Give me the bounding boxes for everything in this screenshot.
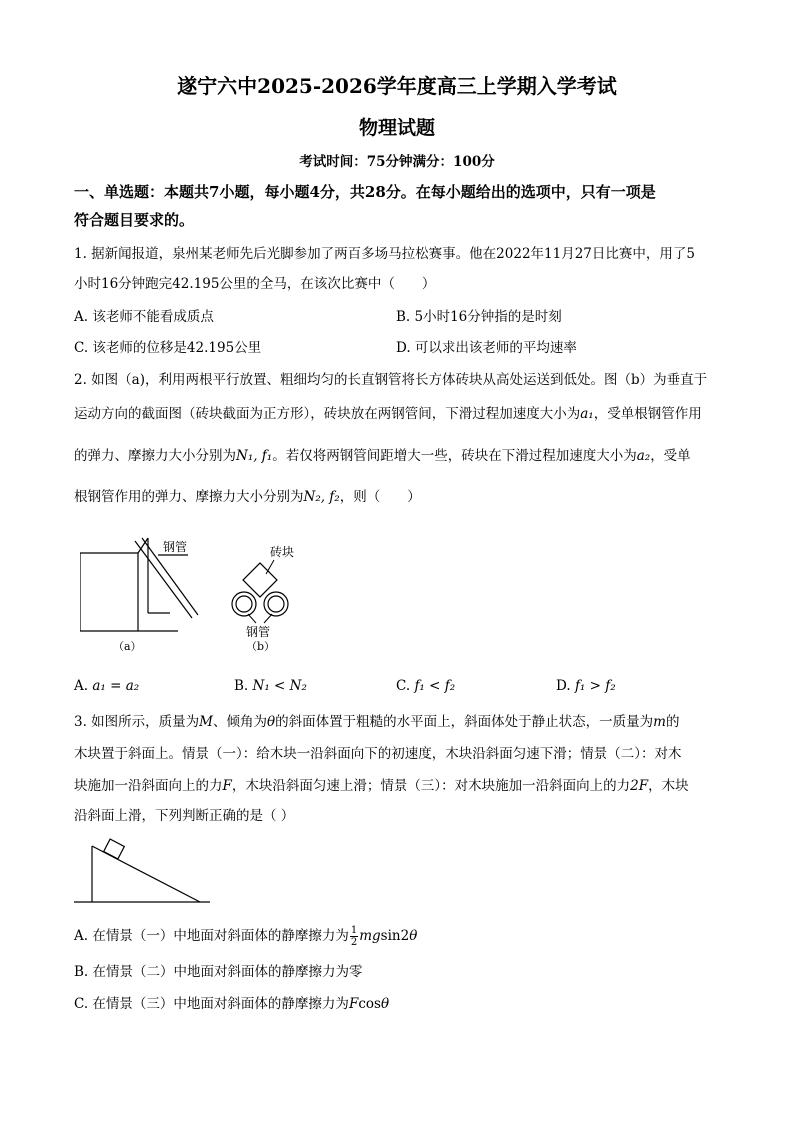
q1-option-c: C. 该老师的位移是42.195公里 [74,340,262,356]
q2-option-d [556,676,616,696]
q3-incline-figure [74,836,214,906]
figure-b-pipe-left-inner [236,596,252,612]
q2-symbol-n1f1: N₁, f₁ [236,448,273,464]
q3-option-c-text: C. 在情景（三）中地面对斜面体的静摩擦力为 [74,996,349,1012]
figure-b-brick-square [243,563,277,597]
q3-option-c-F: F [348,996,359,1012]
q2-stem-line4-a: 根钢管作用的弹力、摩擦力大小分别为 [74,489,304,505]
q3-symbol-F: F [222,778,232,794]
q3-line1-c: 的斜面体置于粗糙的水平面上，斜面体处于静止状态，一质量为 [275,714,654,730]
q3-stem-line1 [74,712,679,732]
q2-figure-a [80,533,205,658]
q3-stem-line3 [74,776,689,796]
subject-title: 物理试题 [358,117,435,139]
q3-line1-b: 、倾角为 [213,714,267,730]
q2-symbol-a2: a₂ [636,448,651,464]
q3-option-a-sin: sin2 [380,928,410,944]
q2-stem-line2-end: ，受单根钢管作用 [593,406,702,422]
q2-stem-line4 [74,487,421,507]
q2-stem-line3-a: 的弹力、摩擦力大小分别为 [74,448,236,464]
q2-stem-line2-text: 运动方向的截面图（砖块截面为正方形），砖块放在两钢管间，下滑过程加速度大小为 [74,406,581,422]
figure-b-caption: （b） [246,640,276,653]
q3-symbol-M: M [199,714,213,730]
q2-figure-b [222,544,312,656]
q2-option-b-text: N₁ < N₂ [252,678,307,694]
q3-symbol-2F: 2F [630,778,649,794]
q3-line1-d: 的 [665,714,680,730]
q3-option-c [74,994,389,1014]
q2-option-a-text: a₁ = a₂ [92,678,140,694]
q2-option-b [234,676,307,696]
q3-line3-a: 块施加一沿斜面向上的力 [74,778,223,794]
exam-info: 考试时间：75分钟满分：100分 [299,154,495,170]
q2-option-a-label: A. [74,678,89,694]
q2-stem-line2 [74,404,702,424]
figure-b-pipe-leader-left [248,614,256,623]
exam-title: 遂宁六中2025-2026学年度高三上学期入学考试 [177,74,617,98]
q3-symbol-theta: θ [267,714,276,730]
fraction-numerator: 1 [350,925,358,936]
q3-stem-line2: 木块置于斜面上。情景（一）：给木块一沿斜面向下的初速度，木块沿斜面匀速下滑；情景（二）：对木 [74,746,682,762]
section-heading-line2: 符合题目要求的。 [74,211,195,229]
q2-option-c [396,676,455,696]
q3-option-a-theta: θ [409,928,418,944]
q3-line3-c: ，木块 [648,778,689,794]
q2-stem-line4-b: ，则（ ） [339,489,421,505]
q2-option-c-text: f₁ < f₂ [414,678,456,694]
q3-option-b: B. 在情景（二）中地面对斜面体的静摩擦力为零 [74,964,363,980]
figure-a-pipe-label: 钢管 [163,540,188,554]
q3-option-a-mg: mg [359,928,381,944]
q3-option-a [74,925,417,948]
q3-stem-line4: 沿斜面上滑，下列判断正确的是（ ） [74,808,295,824]
q1-option-b: B. 5小时16分钟指的是时刻 [396,309,562,325]
section-heading-line1: 一、单选题：本题共7小题，每小题4分，共28分。在每小题给出的选项中，只有一项是 [74,183,656,201]
figure-b-brick-leader [266,560,274,574]
fraction-denominator: 2 [350,937,358,948]
q2-stem-line3 [74,446,691,466]
q1-option-a: A. 该老师不能看成质点 [74,309,214,325]
incline-block [104,839,125,859]
q2-option-a [74,676,139,696]
q2-option-d-text: f₁ > f₂ [574,678,616,694]
q3-option-a-text: A. 在情景（一）中地面对斜面体的静摩擦力为 [74,928,349,944]
q2-stem-line3-b: 。若仅将两钢管间距增大一些，砖块在下滑过程加速度大小为 [272,448,637,464]
q1-stem-line1: 1. 据新闻报道，泉州某老师先后光脚参加了两百多场马拉松赛事。他在2022年11月27日比赛中，用了5 [74,246,695,262]
q3-option-c-theta: θ [380,996,390,1012]
q3-line3-b: ，木块沿斜面匀速上滑；情景（三）：对木块施加一沿斜面向上的力 [231,778,631,794]
figure-b-brick-label: 砖块 [270,545,295,559]
q2-option-b-label: B. [234,678,249,694]
q1-stem-line2: 小时16分钟跑完42.195公里的全马，在该次比赛中（ ） [74,276,436,292]
q2-stem-line3-c: ，受单 [650,448,691,464]
figure-b-pipe-leader-right [264,614,272,623]
q2-symbol-a1: a₁ [580,406,594,422]
q2-symbol-n2f2: N₂, f₂ [303,489,340,505]
q3-symbol-m: m [653,714,666,730]
figure-b-pipe-label: 钢管 [246,625,271,639]
q1-option-d: D. 可以求出该老师的平均速率 [396,340,577,356]
figure-b-pipe-right-inner [268,596,284,612]
q2-option-d-label: D. [556,678,571,694]
figure-a-caption: （a） [113,640,142,653]
q2-option-c-label: C. [396,678,411,694]
q3-line1-a: 3. 如图所示，质量为 [74,714,200,730]
q3-option-c-cos: cos [358,996,381,1012]
q3-option-a-fraction [350,925,358,948]
q2-stem-line1: 2. 如图（a)，利用两根平行放置、粗细均匀的长直钢管将长方体砖块从高处运送到低处。图（b）为垂直于 [74,372,708,388]
